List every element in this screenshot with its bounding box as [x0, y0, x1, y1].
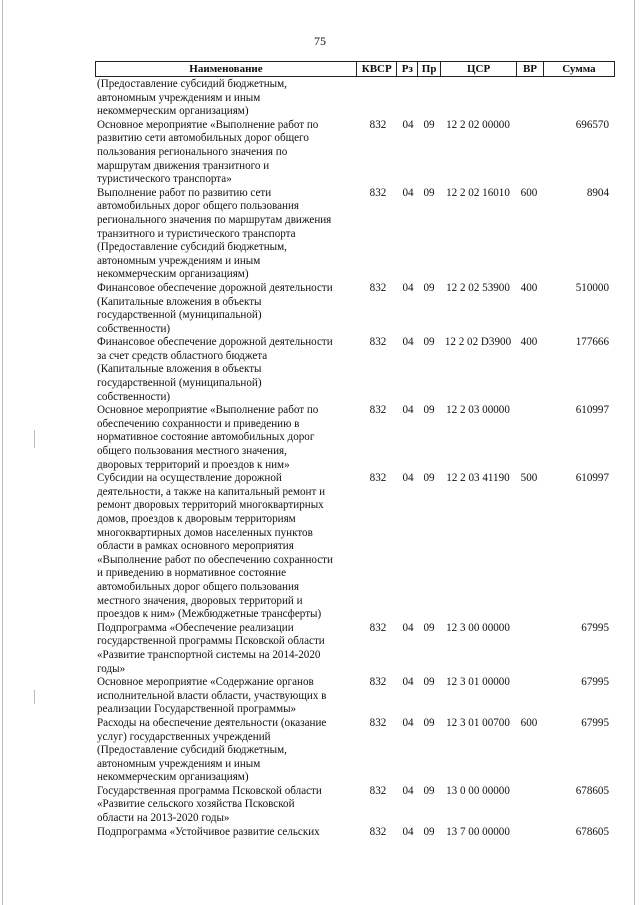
- row-name-line: проездов к ним» (Межбюджетные трансферты): [97, 608, 322, 621]
- row-sum: 610997: [575, 472, 609, 485]
- row-vr: [516, 622, 542, 676]
- row-name: [95, 676, 358, 717]
- row-pr: 09: [423, 784, 435, 797]
- row-pr: 09: [423, 825, 435, 838]
- row-sum: 696570: [575, 118, 609, 131]
- header-vr: ВР: [516, 62, 543, 76]
- row-name-line: Государственная программа Псковской области: [97, 784, 322, 797]
- row-name: [95, 717, 358, 785]
- row-name-line: (Капитальные вложения в объекты: [97, 295, 262, 308]
- row-sum: [542, 78, 613, 119]
- row-csr: 12 2 03 41190: [446, 472, 510, 485]
- row-name-line: автономным учреждениям и иным: [97, 254, 261, 267]
- row-rz: 04: [402, 186, 414, 199]
- row-csr: 12 3 01 00000: [446, 676, 510, 689]
- table-row: [95, 119, 615, 187]
- row-sum: 678605: [575, 825, 609, 838]
- row-sum: 177666: [575, 336, 609, 349]
- row-name-line: ремонт дворовых территорий многоквартирных: [97, 499, 324, 512]
- row-vr: [516, 785, 542, 826]
- row-sum: 8904: [586, 186, 609, 199]
- row-name: [95, 404, 358, 472]
- row-kvsr: 832: [369, 472, 387, 485]
- table-row: [95, 336, 615, 404]
- row-name-line: за счет средств областного бюджета: [97, 349, 268, 362]
- row-name-line: «Развитие сельского хозяйства Псковской: [97, 798, 295, 811]
- row-csr: 12 2 02 00000: [446, 118, 510, 131]
- row-name-line: Основное мероприятие «Выполнение работ по: [97, 118, 319, 131]
- row-name-line: пользования регионального значения по: [97, 145, 288, 158]
- row-csr: 13 7 00 00000: [446, 825, 510, 838]
- scan-edge-left: [2, 0, 3, 905]
- scan-edge-right: [634, 0, 635, 905]
- row-name: [95, 472, 358, 622]
- row-vr: 500: [520, 472, 538, 485]
- row-name-line: реализации Государственной программы»: [97, 703, 297, 716]
- row-vr: [516, 676, 542, 717]
- row-name-line: «Развитие транспортной системы на 2014-2020: [97, 648, 321, 661]
- row-vr: [516, 826, 542, 840]
- row-csr: 12 2 03 00000: [446, 404, 510, 417]
- row-name-line: Финансовое обеспечение дорожной деятельности: [97, 336, 333, 349]
- row-csr: 13 0 00 00000: [446, 784, 510, 797]
- row-rz: 04: [402, 676, 414, 689]
- row-pr: 09: [423, 281, 435, 294]
- row-name-line: (Предоставление субсидий бюджетным,: [97, 78, 287, 90]
- row-name-line: Подпрограмма «Устойчивое развитие сельских: [97, 825, 320, 838]
- row-name: [95, 78, 358, 119]
- row-name-line: развитию сети автомобильных дорог общего: [97, 132, 309, 145]
- row-kvsr: 832: [369, 281, 387, 294]
- row-name-line: государственной (муниципальной): [97, 309, 262, 322]
- row-csr: [440, 78, 516, 119]
- row-name-line: (Предоставление субсидий бюджетным,: [97, 241, 287, 254]
- row-name-line: области на 2013-2020 годы»: [97, 812, 230, 825]
- table-header: [95, 61, 615, 77]
- row-name-line: Расходы на обеспечение деятельности (оказание: [97, 716, 327, 729]
- scan-mark: [34, 690, 35, 704]
- row-vr: [516, 119, 542, 187]
- row-csr: 12 2 02 16010: [446, 186, 510, 199]
- header-pr: Пр: [417, 62, 440, 76]
- row-name-line: обеспечению сохранности и приведению в: [97, 417, 300, 430]
- row-name: [95, 622, 358, 676]
- table-row: [95, 622, 615, 676]
- row-name: [95, 119, 358, 187]
- scan-mark: [34, 430, 35, 448]
- row-name-line: нормативное состояние автомобильных дорог: [97, 431, 315, 444]
- table-row: [95, 78, 615, 119]
- table-row: [95, 404, 615, 472]
- row-rz: 04: [402, 621, 414, 634]
- row-csr: 12 2 02 D3900: [444, 336, 512, 349]
- row-name-line: государственной программы Псковской области: [97, 635, 325, 648]
- row-name-line: услуг) государственных учреждений: [97, 730, 271, 743]
- row-csr: 12 2 02 53900: [446, 281, 510, 294]
- row-sum: 67995: [581, 716, 609, 729]
- row-name-line: области в рамках основного мероприятия: [97, 540, 294, 553]
- row-kvsr: 832: [369, 186, 387, 199]
- row-name-line: Основное мероприятие «Выполнение работ по: [97, 404, 319, 417]
- row-name-line: местного значения, дворовых территорий и: [97, 594, 303, 607]
- row-csr: 12 3 00 00000: [446, 621, 510, 634]
- row-name-line: регионального значения по маршрутам движения: [97, 213, 332, 226]
- row-name-line: некоммерческим организациям): [97, 105, 249, 118]
- header-rz: Рз: [396, 62, 417, 76]
- row-name-line: автономным учреждениям и иным: [97, 757, 261, 770]
- row-name: [95, 826, 358, 840]
- row-pr: 09: [423, 186, 435, 199]
- row-name-line: некоммерческим организациям): [97, 771, 249, 784]
- row-name-line: (Капитальные вложения в объекты: [97, 363, 262, 376]
- row-kvsr: 832: [369, 716, 387, 729]
- row-name-line: собственности): [97, 390, 171, 403]
- row-name-line: деятельности, а также на капитальный ремонт и: [97, 485, 326, 498]
- page-number: 75: [314, 34, 326, 48]
- table-row: [95, 187, 615, 282]
- row-pr: 09: [423, 621, 435, 634]
- row-rz: 04: [402, 716, 414, 729]
- header-sum: Сумма: [543, 62, 614, 76]
- row-vr: 400: [520, 281, 538, 294]
- row-sum: 610997: [575, 404, 609, 417]
- table-row: [95, 717, 615, 785]
- row-csr: 12 3 01 00700: [446, 716, 510, 729]
- row-kvsr: 832: [369, 336, 387, 349]
- row-name-line: автономным учреждениям и иным: [97, 91, 261, 104]
- row-name-line: «Выполнение работ по обеспечению сохранности: [97, 553, 333, 566]
- row-pr: 09: [423, 118, 435, 131]
- row-kvsr: [358, 78, 398, 119]
- row-pr: 09: [423, 716, 435, 729]
- row-name-line: (Предоставление субсидий бюджетным,: [97, 744, 287, 757]
- row-name-line: дворовых территорий и проездов к ним»: [97, 458, 290, 471]
- row-name: [95, 282, 358, 336]
- row-kvsr: 832: [369, 404, 387, 417]
- row-name-line: Выполнение работ по развитию сети: [97, 186, 272, 199]
- row-name-line: Субсидии на осуществление дорожной: [97, 472, 282, 485]
- header-kvsr: КВСР: [356, 62, 397, 76]
- row-name-line: и приведению в нормативное состояние: [97, 567, 286, 580]
- row-vr: [516, 78, 542, 119]
- table-row: [95, 282, 615, 336]
- row-name: [95, 336, 358, 404]
- row-sum: 510000: [575, 281, 609, 294]
- row-name-line: Основное мероприятие «Содержание органов: [97, 676, 314, 689]
- row-rz: 04: [402, 404, 414, 417]
- header-csr: ЦСР: [440, 62, 516, 76]
- table-row: [95, 676, 615, 717]
- row-name-line: домов, проездов к дворовым территориям: [97, 513, 296, 525]
- row-pr: 09: [423, 336, 435, 349]
- row-pr: [418, 78, 440, 119]
- row-name-line: общего пользования местного значения,: [97, 445, 287, 458]
- row-vr: [516, 404, 542, 472]
- table-row: [95, 826, 615, 840]
- row-kvsr: 832: [369, 676, 387, 689]
- row-name: [95, 785, 358, 826]
- row-pr: 09: [423, 676, 435, 689]
- row-name: [95, 187, 358, 282]
- row-kvsr: 832: [369, 784, 387, 797]
- row-rz: 04: [402, 825, 414, 838]
- row-sum: 67995: [581, 676, 609, 689]
- row-rz: 04: [402, 472, 414, 485]
- row-rz: 04: [402, 281, 414, 294]
- row-pr: 09: [423, 404, 435, 417]
- row-rz: 04: [402, 784, 414, 797]
- row-pr: 09: [423, 472, 435, 485]
- table-row: [95, 472, 615, 622]
- row-name-line: государственной (муниципальной): [97, 377, 262, 390]
- row-name-line: автомобильных дорог общего пользования: [97, 200, 300, 213]
- row-name-line: Финансовое обеспечение дорожной деятельности: [97, 281, 333, 294]
- row-name-line: транзитного и туристического транспорта: [97, 227, 296, 240]
- row-kvsr: 832: [369, 621, 387, 634]
- row-rz: 04: [402, 336, 414, 349]
- row-sum: 678605: [575, 784, 609, 797]
- row-vr: 600: [520, 716, 538, 729]
- row-name-line: многоквартирных домов населенных пунктов: [97, 526, 313, 539]
- row-name-line: Подпрограмма «Обеспечение реализации: [97, 621, 294, 634]
- row-sum: 67995: [581, 621, 609, 634]
- row-rz: 04: [402, 118, 414, 131]
- row-name-line: годы»: [97, 662, 126, 675]
- row-kvsr: 832: [369, 825, 387, 838]
- row-name-line: исполнительной власти области, участвующих в: [97, 689, 327, 702]
- row-name-line: автомобильных дорог общего пользования: [97, 580, 300, 593]
- row-name-line: некоммерческим организациям): [97, 268, 249, 281]
- row-name-line: собственности): [97, 322, 171, 335]
- row-name-line: туристического транспорта»: [97, 173, 232, 186]
- row-vr: 600: [520, 186, 538, 199]
- table-body: [95, 78, 615, 839]
- row-rz: [398, 78, 418, 119]
- row-kvsr: 832: [369, 118, 387, 131]
- header-name: Наименование: [189, 63, 263, 75]
- row-vr: 400: [520, 336, 538, 349]
- row-name-line: маршрутам движения транзитного и: [97, 159, 270, 172]
- table-row: [95, 785, 615, 826]
